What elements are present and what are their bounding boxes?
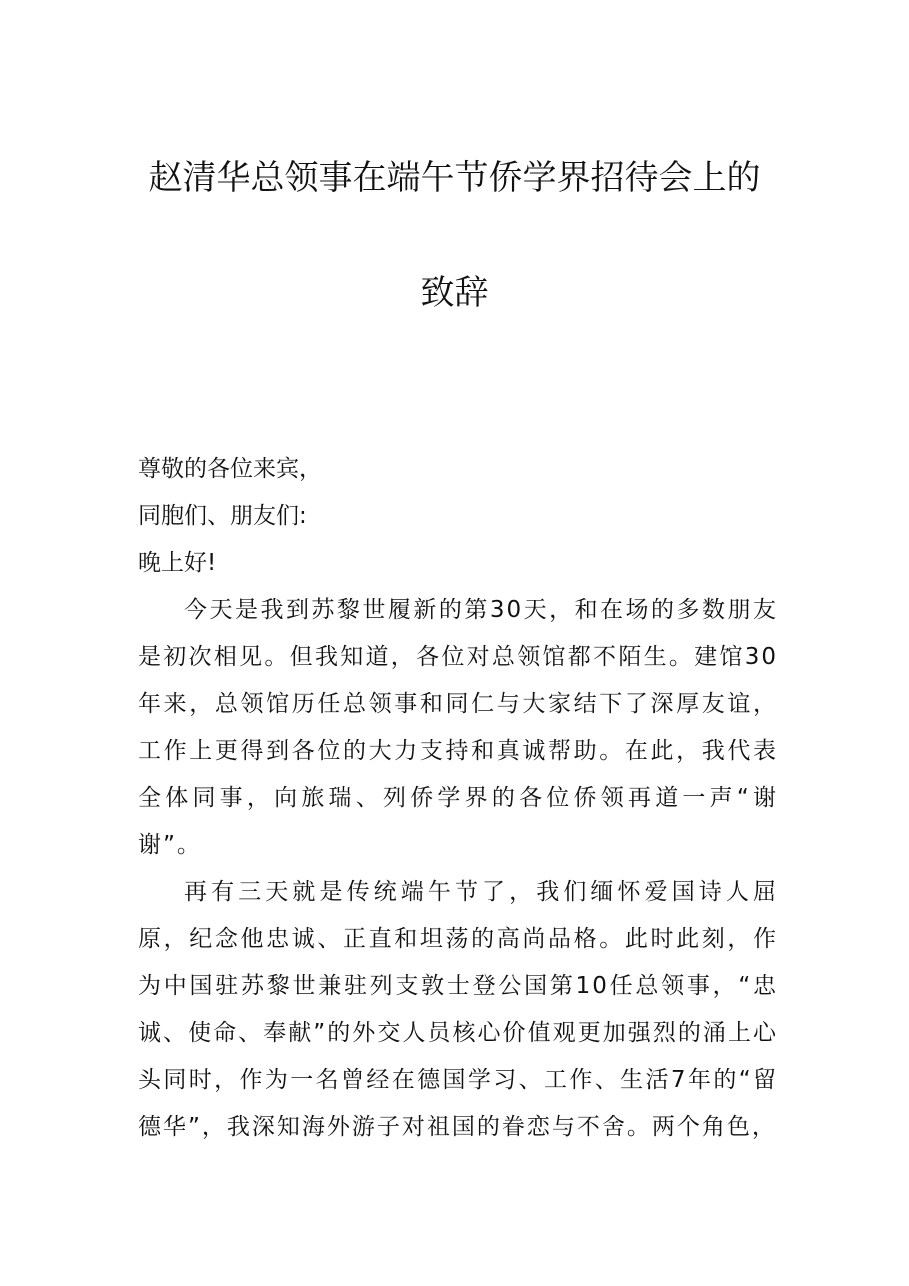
salutation-guests: 尊敬的各位来宾， [138,456,322,482]
body-paragraph-1: 今天是我到苏黎世履新的第30天，和在场的多数朋友是初次相见。但我知道，各位对总领馆都不陌生。建馆30年来，总领馆历任总领事和同仁与大家结下了深厚友谊，工作上更得到各位的大力支持和真诚帮助。在此，我代表全体同事，向旅瑞、列侨学界的各位侨领再道一声“谢谢”。 [138,597,778,858]
body-paragraph-2: 再有三天就是传统端午节了，我们缅怀爱国诗人屈原，纪念他忠诚、正直和坦荡的高尚品格。此时此刻，作为中国驻苏黎世兼驻列支敦士登公国第10任总领事，“忠诚、使命、奉献”的外交人员核心价值观更加强烈的涌上心头同时，作为一名曾经在德国学习、工作、生活7年的“留德华”，我深知海外游子对祖国的眷恋与不舍。两个角色， [138,879,778,1140]
document-body [138,446,778,1151]
document-title-line-1: 赵清华总领事在端午节侨学界招待会上的 [148,158,761,198]
salutation-compatriots: 同胞们、朋友们: [138,503,307,529]
document-title-line-2: 致辞 [420,273,489,313]
salutation-greeting: 晚上好! [138,550,217,576]
